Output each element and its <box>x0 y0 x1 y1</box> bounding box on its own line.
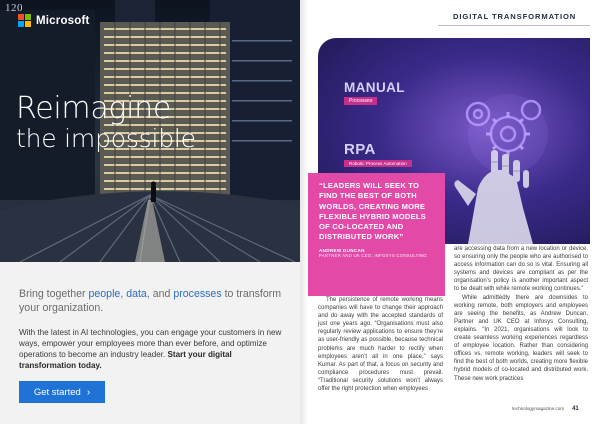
column-2-paragraph-2: While admittedly there are downsides to working remote, both employers and employees are seeing the benefits, as Andrew Duncan, Partner and UK CEO at Infosys Consulting, explains. “In 2021, organisations will look to create seamless working experiences regardless of employee location. Rather than considering offices vs. remote working, leaders will seek to find the best of both worlds, creating more flexible hybrid models of co-located and distributed work. These new work practices <box>454 294 588 382</box>
column-1-paragraph: The persistence of remote working means companies will have to change their approach and do away with the accepted standards of just one years ago. “Organisations must also regularly review applications to ensure they’re as user-friendly as possible, because technical problems are much harder to rectify when employees aren’t all in one place,” says Kumar. As part of that, a focus on security and compliance procedures must prevail. “Traditional security solutions won’t always offer the right protection when employees <box>318 297 443 393</box>
section-divider <box>438 25 590 26</box>
footer-page-number: 41 <box>572 406 579 412</box>
microsoft-logo-icon <box>18 14 31 27</box>
city-night-photo <box>0 0 300 262</box>
highlight-people: people <box>88 288 121 300</box>
brand-name: Microsoft <box>36 14 90 27</box>
advert-body-cta-text: Start your digital transformation today. <box>19 350 232 370</box>
advert-copy <box>19 288 287 371</box>
section-title: DIGITAL TRANSFORMATION <box>453 12 577 21</box>
article-column-2 <box>454 245 588 383</box>
processes-tag: Processes <box>344 97 377 105</box>
page-footer <box>512 406 579 412</box>
pull-quote-text: “LEADERS WILL SEEK TO FIND THE BEST OF BOTH WORLDS, CREATING MORE FLEXIBLE HYBRID MODELS OF CO-LOCATED AND DISTRIBUTED WORK” <box>319 181 426 242</box>
page-number: 120 <box>5 2 23 14</box>
article-column-1 <box>318 296 443 393</box>
get-started-button[interactable] <box>19 381 105 403</box>
footer-website[interactable]: technologymagazine.com <box>512 406 565 411</box>
highlight-data: data <box>126 288 147 300</box>
pull-quote-author-role: PARTNER AND UK CEO, INFOSYS CONSULTING <box>319 252 427 258</box>
highlight-processes: processes <box>173 288 222 300</box>
chevron-right-icon: › <box>86 386 91 398</box>
headline-line-1: Reimagine <box>16 91 172 126</box>
advert-headline <box>16 93 196 153</box>
page-gutter-shadow <box>300 0 308 424</box>
column-2-paragraph-1: are accessing data from a new location or device, so ensuring only the people who are authorised to access information can do so is vital. Ensuring all systems and devices are compliant as per the organisation’s policy is another important aspect to be dealt with while remote working continues.” <box>454 246 588 293</box>
advert-lead: Bring together people, data, and processes to transform your organization. <box>19 288 282 314</box>
manual-label: MANUAL <box>344 80 405 95</box>
microsoft-logo[interactable] <box>18 14 90 27</box>
advert-body: With the latest in AI technologies, you can engage your customers in new ways, empower your employees more than ever before, and optimize operations to become an industry leader. Start your digital transformation today. <box>19 328 282 370</box>
rpa-tag: Robotic Process Automation <box>344 160 412 167</box>
pull-quote <box>308 173 445 296</box>
rpa-label: RPA <box>344 141 376 158</box>
headline-line-2: the impossible <box>16 124 196 153</box>
get-started-label: Get started <box>33 386 81 398</box>
pull-quote-author: ANDREW DUNCAN <box>319 247 365 253</box>
